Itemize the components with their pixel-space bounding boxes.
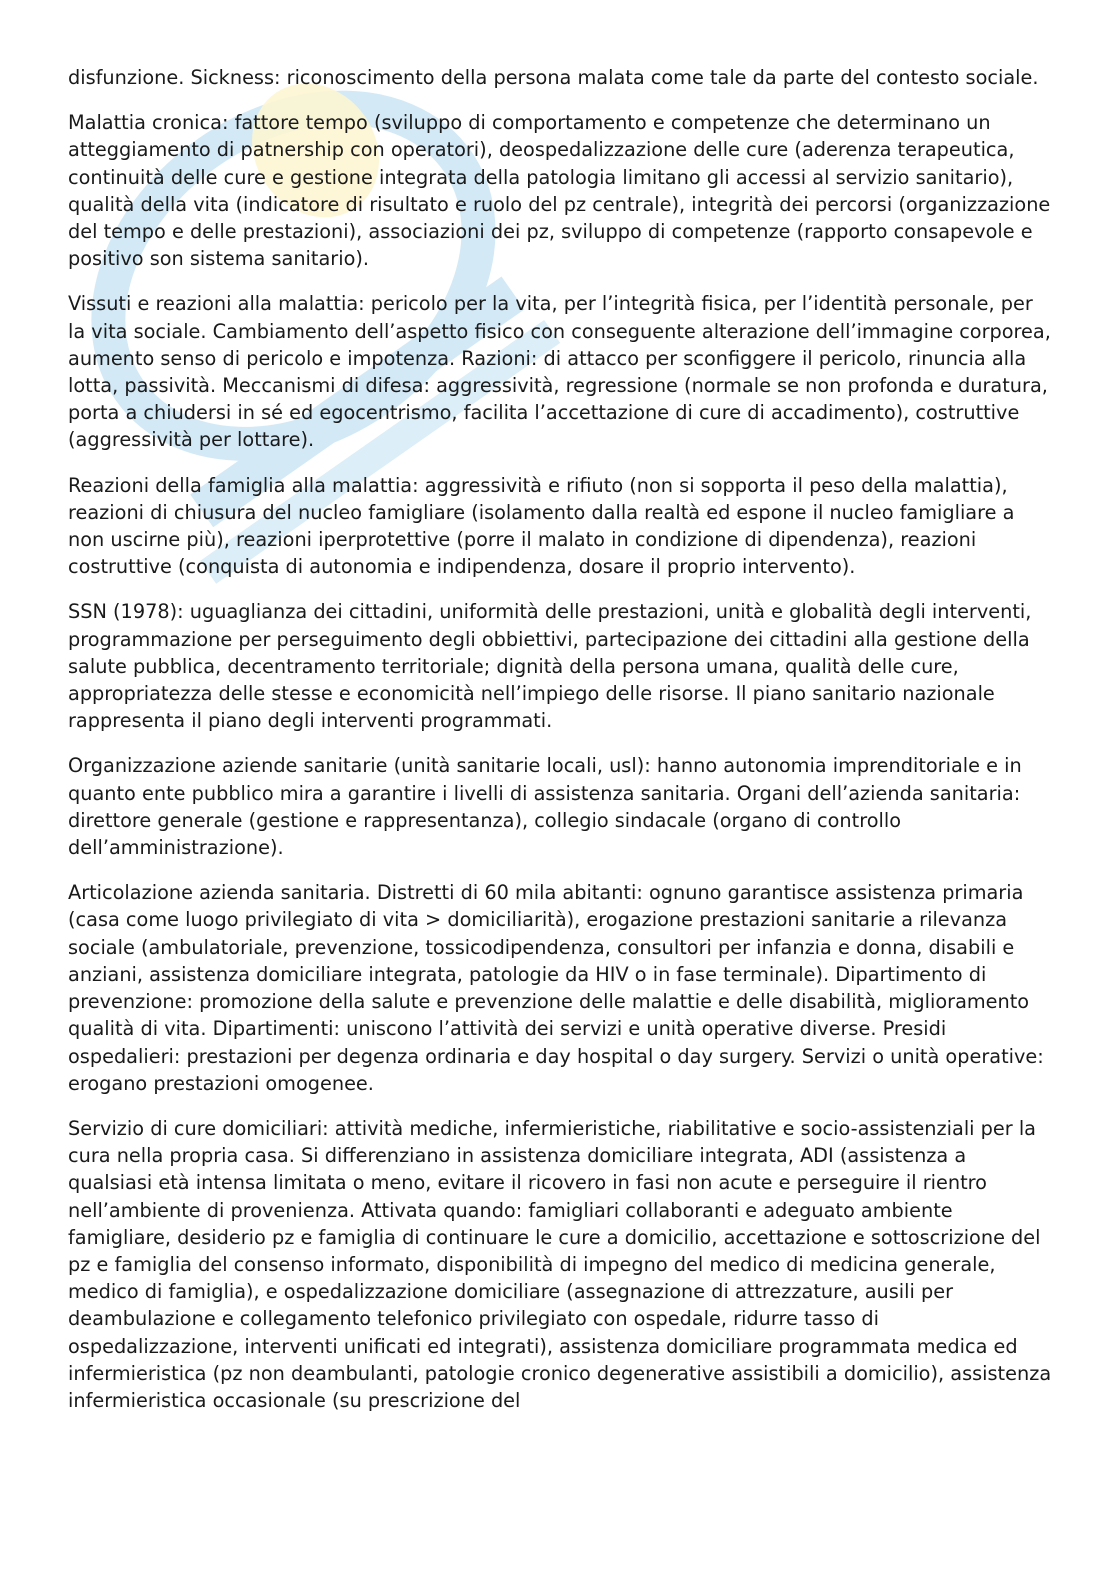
paragraph-cure-domiciliari: Servizio di cure domiciliari: attività mediche, infermieristiche, riabilitative e socio-assistenziali per la cura nella propria casa. Si differenziano in assistenza domiciliare integrata, ADI (assistenza a qualsiasi età intensa limitata o meno, evitare il ricovero in fasi non acute e perseguire il rientro nell’ambiente di provenienza. Attivata quando: famigliari collaboranti e adeguato ambiente famigliare, desiderio pz e famiglia di continuare le cure a domicilio, accettazione e sottoscrizione del pz e famiglia del consenso informato, disponibilità di impegno del medico di medicina generale, medico di famiglia), e ospedalizzazione domiciliare (assegnazione di attrezzature, ausili per deambulazione e collegamento telefonico privilegiato con ospedale, ridurre tasso di ospedalizzazione, interventi unificati ed integrati), assistenza domiciliare programmata medica ed infermieristica (pz non deambulanti, patologie cronico degenerative assistibili a domicilio), assistenza infermieristica occasionale (su prescrizione del <box>68 1116 1052 1412</box>
paragraph-ssn: SSN (1978): uguaglianza dei cittadini, uniformità delle prestazioni, unità e globalità degli interventi, programmazione per perseguimento degli obbiettivi, partecipazione dei cittadini alla gestione della salute pubblica, decentramento territoriale; dignità della persona umana, qualità delle cure, appropriatezza delle stesse e economicità nell’impiego delle risorse. Il piano sanitario nazionale rappresenta il piano degli interventi programmati. <box>68 600 1032 733</box>
document-body <box>68 64 1053 1432</box>
paragraph-malattia-cronica: Malattia cronica: fattore tempo (sviluppo di comportamento e competenze che determinano un atteggiamento di patnership con operatori), deospedalizzazione delle cure (aderenza terapeutica, continuità delle cure e gestione integrata della patologia limitano gli accessi al servizio sanitario), qualità della vita (indicatore di risultato e ruolo del pz centrale), integrità dei percorsi (organizzazione del tempo e delle prestazioni), associazioni dei pz, sviluppo di competenze (rapporto consapevole e positivo son sistema sanitario). <box>68 111 1051 271</box>
paragraph-articolazione-azienda: Articolazione azienda sanitaria. Distretti di 60 mila abitanti: ognuno garantisce assistenza primaria (casa come luogo privilegiato di vita > domiciliarità), erogazione prestazioni sanitarie a rilevanza sociale (ambulatoriale, prevenzione, tossicodipendenza, consultori per infanzia e donna, disabili e anziani, assistenza domiciliare integrata, patologie da HIV o in fase terminale). Dipartimento di prevenzione: promozione della salute e prevenzione delle malattie e delle disabilità, miglioramento qualità di vita. Dipartimenti: uniscono l’attività dei servizi e unità operative diverse. Presidi ospedalieri: prestazioni per degenza ordinaria e day hospital o day surgery. Servizi o unità operative: erogano prestazioni omogenee. <box>68 881 1044 1095</box>
paragraph-organizzazione-aziende: Organizzazione aziende sanitarie (unità sanitarie locali, usl): hanno autonomia imprenditoriale e in quanto ente pubblico mira a garantire i livelli di assistenza sanitaria. Organi dell’azienda sanitaria: direttore generale (gestione e rappresentanza), collegio sindacale (organo di controllo dell’amministrazione). <box>68 754 1022 860</box>
paragraph-vissuti-reazioni: Vissuti e reazioni alla malattia: pericolo per la vita, per l’integrità fisica, per l’identità personale, per la vita sociale. Cambiamento dell’aspetto fisico con conseguente alterazione dell’immagine corporea, aumento senso di pericolo e impotenza. Razioni: di attacco per sconfiggere il pericolo, rinuncia alla lotta, passività. Meccanismi di difesa: aggressività, regressione (normale se non profonda e duratura, porta a chiudersi in sé ed egocentrismo, facilita l’accettazione di cure di accadimento), costruttive (aggressività per lottare). <box>68 292 1051 452</box>
paragraph-reazioni-famiglia: Reazioni della famiglia alla malattia: aggressività e rifiuto (non si sopporta il peso della malattia), reazioni di chiusura del nucleo famigliare (isolamento dalla realtà ed espone il nucleo famigliare a non uscirne più), reazioni iperprotettive (porre il malato in condizione di dipendenza), reazioni costruttive (conquista di autonomia e indipendenza, dosare il proprio intervento). <box>68 473 1015 579</box>
paragraph-sickness: disfunzione. Sickness: riconoscimento della persona malata come tale da parte del contesto sociale. <box>68 66 1039 89</box>
